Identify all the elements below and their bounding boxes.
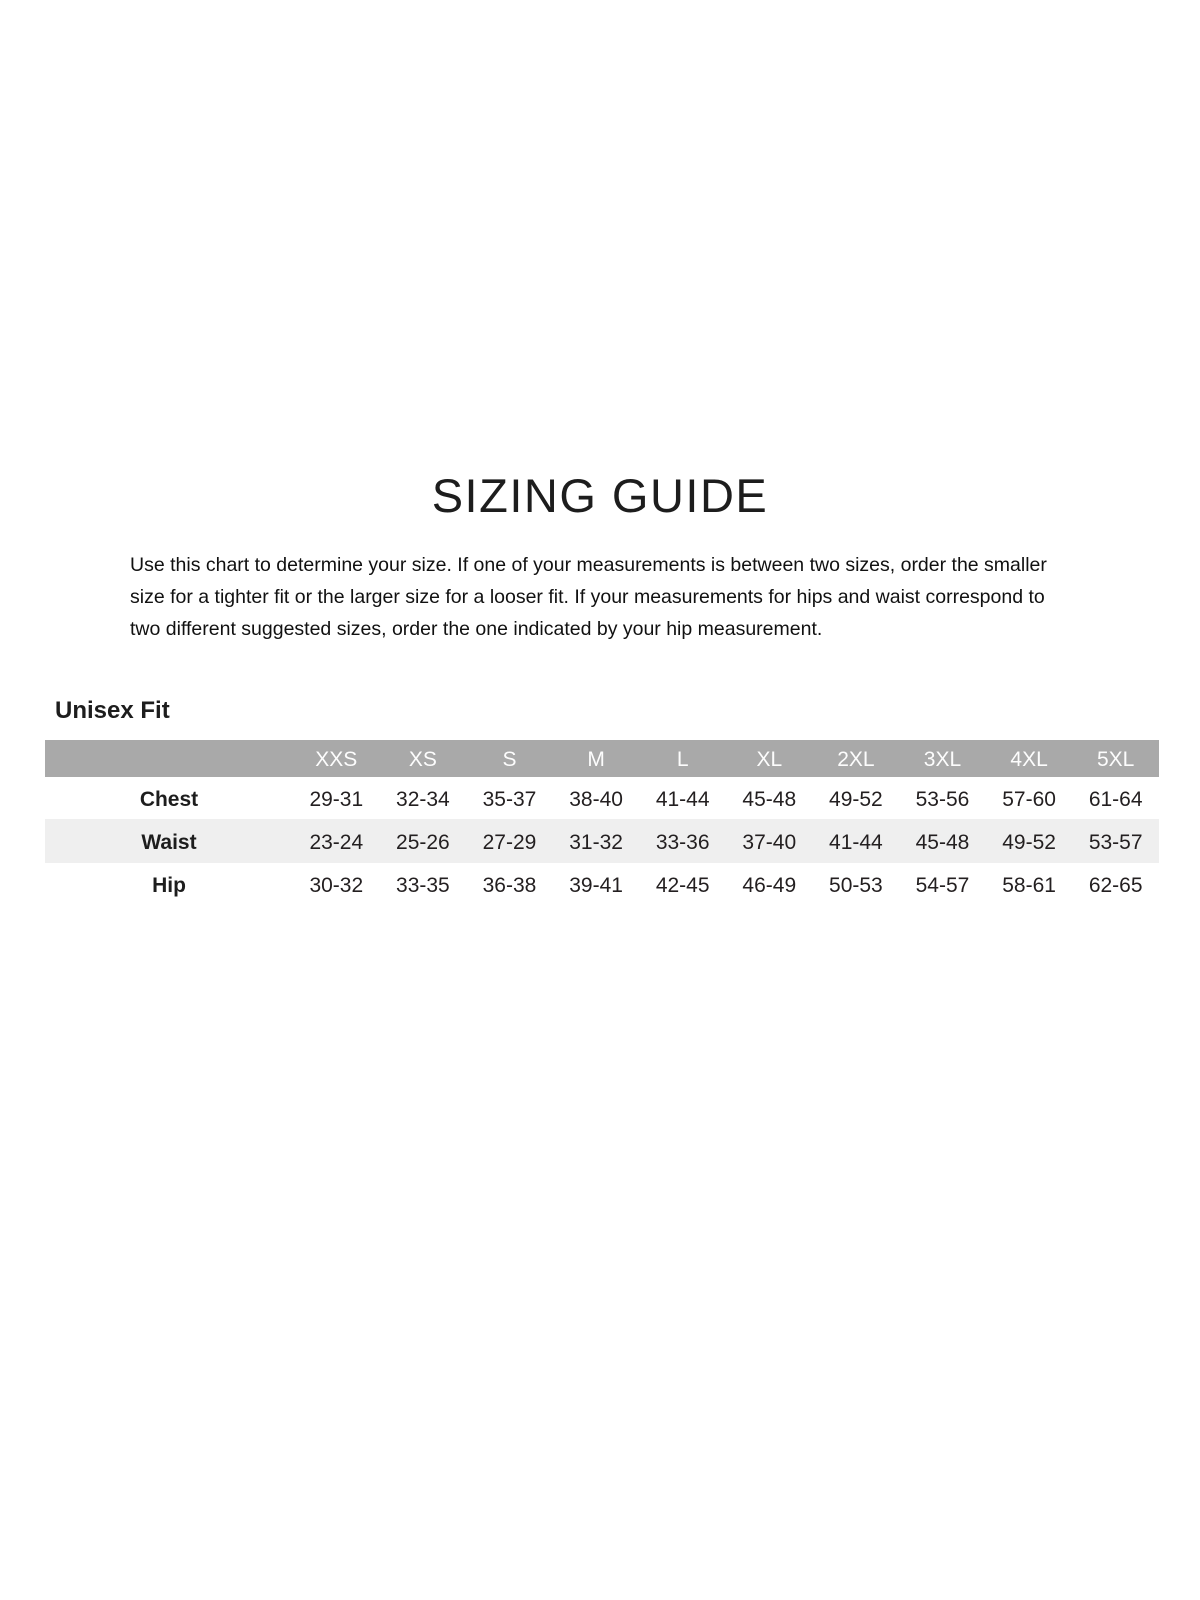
data-cell: 33-35	[396, 873, 450, 897]
column-header-4xl: 4XL	[1010, 748, 1048, 771]
data-cell: 38-40	[569, 787, 623, 811]
data-cell: 49-52	[1002, 830, 1056, 854]
column-header-xxs: XXS	[315, 748, 358, 771]
data-cell: 29-31	[309, 787, 364, 811]
intro-line: Use this chart to determine your size. If one of your measurements is between two sizes, order the smaller	[130, 554, 1047, 576]
size-table-header-row	[45, 740, 1159, 777]
size-table	[45, 740, 1159, 905]
column-header-s: S	[502, 748, 517, 771]
intro-paragraph	[130, 549, 1065, 645]
column-header-5xl: 5XL	[1097, 748, 1135, 771]
data-cell: 23-24	[309, 830, 364, 854]
data-cell: 30-32	[309, 873, 364, 897]
data-cell: 50-53	[829, 873, 883, 897]
data-cell: 35-37	[482, 787, 537, 811]
data-cell: 61-64	[1088, 787, 1143, 811]
data-cell: 45-48	[742, 787, 797, 811]
row-label-chest: Chest	[139, 787, 199, 811]
data-cell: 39-41	[569, 873, 623, 897]
row-label-waist: Waist	[141, 830, 197, 854]
data-cell: 49-52	[829, 787, 883, 811]
column-header-2xl: 2XL	[837, 748, 875, 771]
column-header-l: L	[676, 748, 689, 771]
column-header-xl: XL	[756, 748, 783, 771]
data-cell: 32-34	[396, 787, 450, 811]
column-header-blank	[45, 758, 293, 760]
column-header-3xl: 3XL	[923, 748, 962, 771]
data-cell: 42-45	[655, 873, 710, 897]
data-cell: 57-60	[1002, 787, 1056, 811]
data-cell: 37-40	[742, 830, 797, 854]
data-cell: 58-61	[1002, 873, 1056, 897]
data-cell: 45-48	[915, 830, 970, 854]
data-cell: 36-38	[482, 873, 537, 897]
intro-line: size for a tighter fit or the larger size for a looser fit. If your measurements for hips and waist correspond to	[130, 586, 1045, 608]
table-row-waist	[45, 819, 1159, 863]
data-cell: 46-49	[742, 873, 797, 897]
section-heading-unisex-fit: Unisex Fit	[55, 697, 170, 724]
row-label-hip: Hip	[152, 873, 186, 897]
data-cell: 27-29	[482, 830, 537, 854]
data-cell: 31-32	[569, 830, 623, 854]
page-title: SIZING GUIDE	[431, 469, 769, 522]
column-header-m: M	[587, 748, 605, 771]
data-cell: 62-65	[1088, 873, 1143, 897]
data-cell: 53-57	[1088, 830, 1143, 854]
data-cell: 53-56	[915, 787, 970, 811]
intro-line: two different suggested sizes, order the one indicated by your hip measurement.	[130, 618, 823, 640]
data-cell: 41-44	[829, 830, 883, 854]
data-cell: 41-44	[655, 787, 710, 811]
table-row-chest	[45, 777, 1159, 819]
table-row-hip	[45, 863, 1159, 905]
column-header-xs: XS	[408, 748, 437, 771]
data-cell: 54-57	[915, 873, 970, 897]
data-cell: 25-26	[396, 830, 450, 854]
data-cell: 33-36	[655, 830, 710, 854]
